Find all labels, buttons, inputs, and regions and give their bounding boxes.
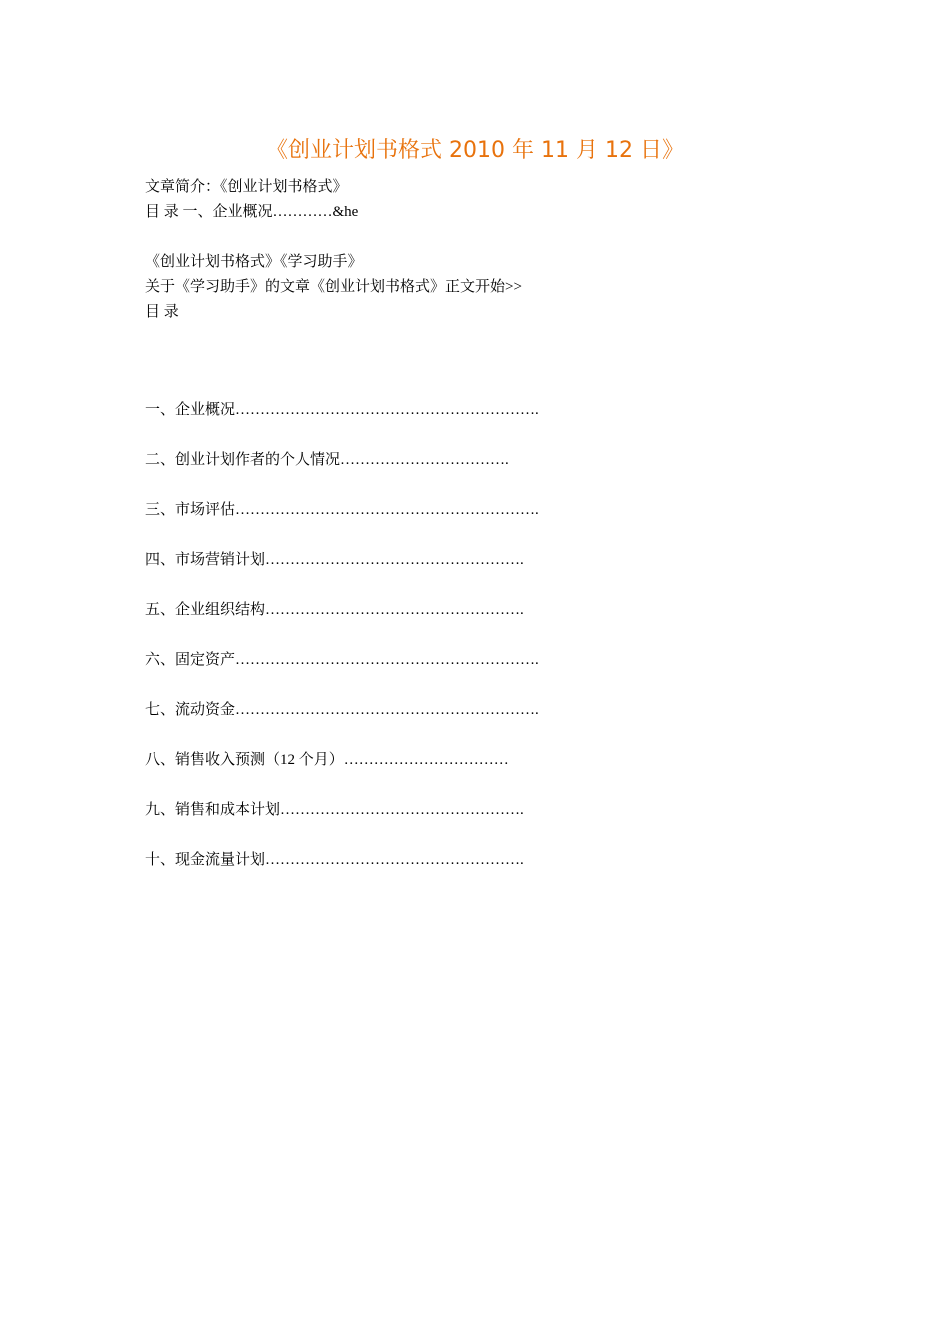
toc-summary: 目 录 一、企业概况…………&he [145,204,359,220]
table-of-contents [145,400,539,900]
toc-item: 五、企业组织结构……………………………………………. [145,602,524,618]
article-tags: 《创业计划书格式》《学习助手》 [145,254,363,270]
document-title: 《创业计划书格式 2010 年 11 月 12 日》 [266,138,684,163]
article-intro: 文章简介：《创业计划书格式》 [145,179,348,195]
toc-item: 八、销售收入预测（12 个月）…………………………… [145,752,509,768]
toc-item: 一、企业概况……………………………………………………. [145,402,539,418]
toc-item: 六、固定资产……………………………………………………. [145,652,539,668]
toc-heading: 目 录 [145,304,179,320]
article-about: 关于《学习助手》的文章《创业计划书格式》正文开始>> [145,279,522,295]
toc-item: 四、市场营销计划……………………………………………. [145,552,524,568]
toc-item: 七、流动资金……………………………………………………. [145,702,539,718]
toc-item: 二、创业计划作者的个人情况……………………………. [145,452,509,468]
toc-item: 十、现金流量计划……………………………………………. [145,852,524,868]
toc-item: 三、市场评估……………………………………………………. [145,502,539,518]
toc-item: 九、销售和成本计划…………………………………………. [145,802,524,818]
